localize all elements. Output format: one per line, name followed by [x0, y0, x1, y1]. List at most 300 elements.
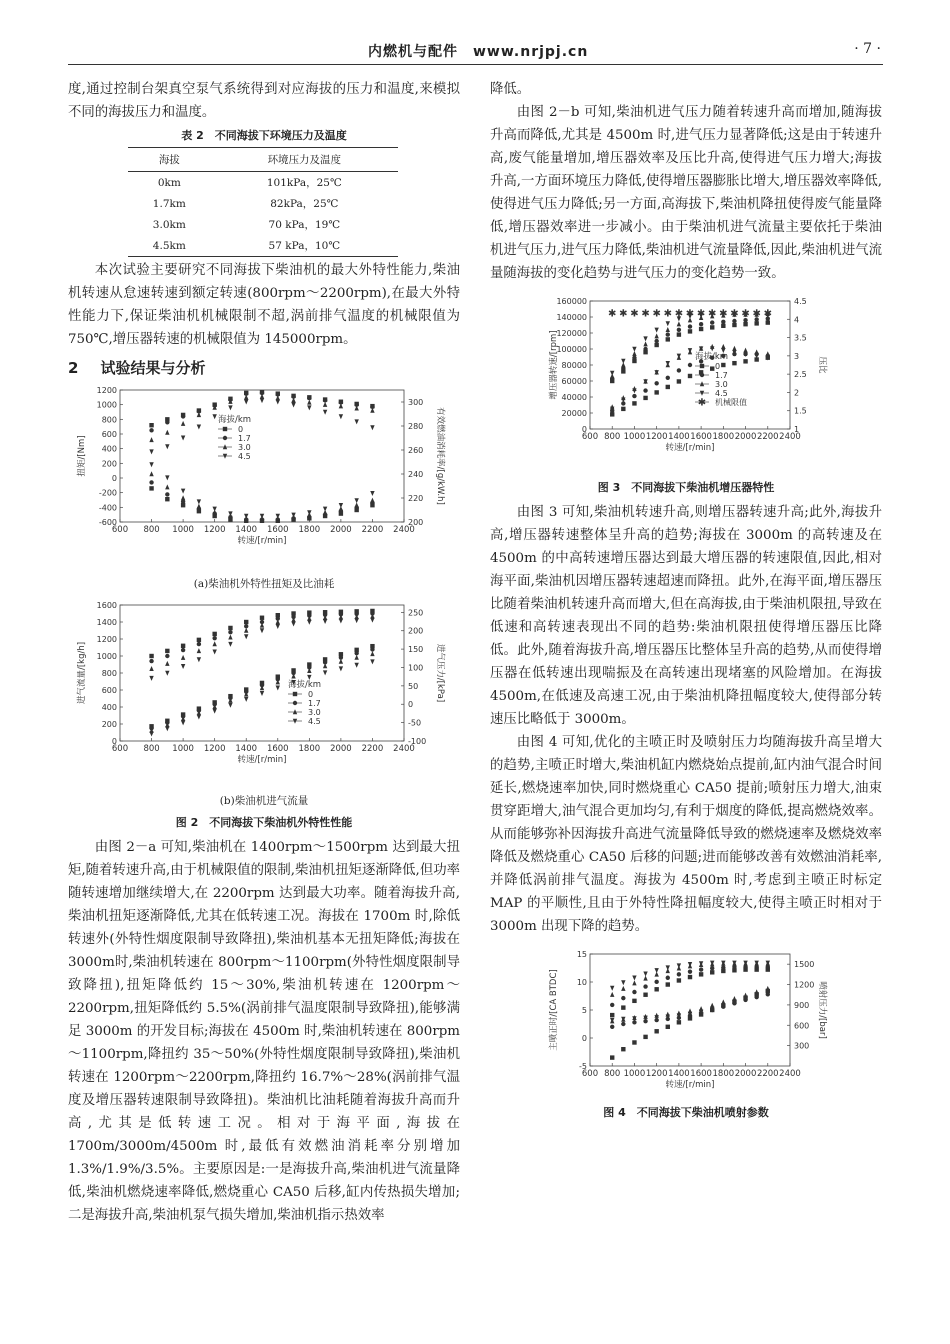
y-tick-label: 20000: [561, 409, 587, 418]
x-tick-label: 2400: [779, 432, 801, 442]
data-point: ✱: [685, 308, 695, 320]
data-point: [149, 449, 153, 454]
data-point: [165, 726, 169, 731]
data-point: [643, 984, 647, 988]
data-point: [354, 651, 358, 655]
x-tick-label: 800: [143, 525, 160, 535]
data-point: [228, 635, 232, 640]
figure-caption: 图 4 不同海拔下柴油机喷射参数: [603, 1106, 769, 1119]
data-point: [666, 1025, 670, 1029]
data-point: [212, 632, 216, 636]
data-point: [323, 663, 327, 668]
data-point: [339, 666, 343, 671]
data-point: [632, 990, 636, 994]
table-row: [128, 193, 398, 214]
x-tick-label: 2000: [734, 1069, 757, 1079]
data-point: ✱: [619, 308, 628, 320]
y2-tick-label: 4.5: [794, 297, 807, 306]
data-point: [643, 341, 647, 346]
data-point: [307, 400, 311, 405]
figure-caption: 图 2 不同海拔下柴油机外特性性能: [175, 816, 353, 829]
x-tick-label: 1600: [266, 744, 289, 754]
data-point: [666, 982, 670, 986]
legend-marker: [293, 701, 297, 705]
data-point: [181, 489, 185, 494]
data-point: ✱: [741, 308, 750, 320]
data-point: [688, 363, 692, 367]
legend-marker: [293, 692, 297, 696]
data-point: [228, 703, 232, 708]
x-tick-label: 2400: [393, 744, 415, 754]
data-point: [732, 346, 736, 351]
data-point: [610, 371, 614, 376]
x-tick-label: 1600: [690, 432, 712, 442]
data-point: [181, 414, 185, 418]
y-tick-label: 1200: [96, 635, 117, 644]
right-column: [490, 78, 882, 1126]
y-tick-label: 0: [111, 474, 117, 483]
data-point: [621, 407, 625, 411]
table-cell: 3.0km: [152, 218, 186, 231]
data-point: [244, 400, 248, 405]
data-point: [354, 419, 358, 424]
data-point: [721, 324, 725, 328]
data-point: [165, 671, 169, 676]
legend-marker: [700, 373, 704, 377]
y-axis-label: 主喷正时/[CA BTDC]: [549, 969, 559, 1051]
data-point: [354, 498, 358, 503]
data-point: [632, 999, 636, 1003]
data-point: [699, 967, 703, 971]
legend-label: 3.0: [308, 708, 321, 717]
data-point: [165, 497, 169, 501]
data-point: ✱: [652, 308, 661, 320]
data-point: [632, 347, 636, 352]
data-point: [632, 356, 636, 360]
data-point: ✱: [763, 308, 772, 320]
data-point: [165, 492, 169, 496]
x-tick-label: 1400: [235, 525, 258, 535]
data-point: [721, 344, 725, 349]
data-point: [165, 654, 169, 658]
data-point: [666, 965, 670, 970]
data-point: [165, 475, 169, 480]
data-point: [732, 323, 736, 327]
data-point: [149, 423, 153, 427]
data-point: [699, 972, 703, 976]
data-point: [610, 1055, 614, 1059]
figure-caption: 图 3 不同海拔下柴油机增压器特性: [597, 481, 775, 494]
data-point: [149, 480, 153, 484]
paragraph: 本次试验主要研究不同海拔下柴油机的最大外特性能力,柴油机转速从怠速转速到额定转速(800rpm～2200rpm),在最大外特性能力下,保证柴油机机械限制不超,涡前排气温度的机械限值为 750℃,增压器转速的机械限值为 145000rpm。: [68, 263, 460, 347]
torque-bsfc-chart: [68, 382, 460, 570]
journal-title: 内燃机与配件 www.nrjpj.cn: [368, 44, 589, 60]
section-heading: [68, 357, 460, 378]
data-point: [677, 368, 681, 372]
data-point: [197, 638, 201, 642]
paragraph: 度,通过控制台架真空泵气系统得到对应海拔的压力和温度,来模拟不同的海拔压力和温度。: [68, 82, 460, 120]
data-point: [632, 394, 636, 398]
x-tick-label: 1200: [645, 432, 668, 442]
data-point: [710, 966, 714, 970]
data-point: [766, 351, 770, 356]
legend: [288, 679, 321, 726]
data-point: [181, 664, 185, 669]
legend-label: 4.5: [715, 389, 728, 398]
data-point: [721, 965, 725, 969]
data-point: [228, 626, 232, 630]
data-point: [339, 403, 343, 408]
x-tick-label: 1000: [172, 744, 194, 754]
y-tick-label: 400: [101, 703, 117, 712]
data-point: [244, 697, 248, 702]
y2-tick-label: 280: [408, 422, 424, 431]
table-cell: 0km: [157, 176, 181, 189]
data-point: [699, 961, 703, 966]
y2-tick-label: -50: [408, 718, 422, 728]
x-tick-label: 1200: [645, 1069, 668, 1079]
data-point: [643, 388, 647, 392]
paragraph: 由图 2－b 可知,柴油机进气压力随着转速升高而增加,随海拔升高而降低,尤其是 4500m 时,进气压力显著降低;这是由于转速升高,废气能量增加,增压器效率及压比升高,使得进气压力增大;海拔升高,一方面环境压力降低,使得增压器膨胀比增大,增压器效率降低,使得进气压力降低;另一方面,高海拔下,柴油机降扭使得废气能量降低,增压器效率进一步减小。由于柴油机进气流量主要依托于柴油机进气压力,进气压力降低,柴油机进气流量降低,因此,柴油机进气流量随海拔的变化趋势与进气压力的变化趋势一致。: [490, 105, 882, 281]
x-tick-label: 1400: [668, 1069, 690, 1079]
data-point: [165, 661, 169, 666]
data-point: [643, 336, 647, 341]
data-point: [688, 374, 692, 378]
data-point: [632, 401, 636, 405]
y-axis-label: 进气流量/[kg/h]: [77, 641, 87, 705]
y-tick-label: 0: [581, 425, 587, 434]
section-number: 2: [68, 359, 79, 377]
x-tick-label: 2000: [734, 432, 757, 442]
x-axis-label: 转速/[r/min]: [237, 536, 287, 546]
y2-axis-label: 有效燃油消耗率/[g/kW.h]: [435, 407, 445, 505]
x-tick-label: 1000: [172, 525, 194, 535]
data-point: ✱: [696, 308, 706, 320]
x-tick-label: 2200: [361, 525, 384, 535]
data-point: [677, 354, 681, 359]
x-tick-label: 1800: [298, 525, 321, 535]
data-point: [181, 720, 185, 725]
x-tick-label: 1000: [623, 432, 646, 442]
data-point: [260, 691, 264, 696]
data-point: [654, 381, 658, 385]
data-point: [654, 980, 658, 984]
data-point: [654, 339, 658, 343]
y2-axis-label: 压比: [817, 356, 827, 374]
y-axis-label: 扭矩/[Nm]: [77, 435, 87, 477]
data-point: [212, 414, 216, 419]
data-point: [197, 715, 201, 720]
data-point: [323, 398, 327, 402]
table-cell: 4.5km: [128, 235, 211, 257]
data-point: [276, 395, 280, 400]
x-tick-label: 800: [604, 1069, 621, 1079]
x-tick-label: 600: [581, 432, 599, 442]
data-point: [766, 320, 770, 324]
data-point: [721, 320, 725, 324]
y2-tick-label: 2.5: [794, 370, 807, 380]
data-point: [307, 620, 311, 625]
data-point: ✱: [663, 308, 672, 320]
legend-title: 海拔/km: [218, 415, 252, 425]
y2-tick-label: 200: [408, 626, 424, 636]
y2-tick-label: 200: [408, 518, 424, 527]
data-point: [621, 996, 625, 1000]
x-tick-label: 1200: [203, 744, 226, 754]
data-point: [181, 648, 185, 652]
data-point: [610, 1003, 614, 1007]
injection-chart: [490, 946, 882, 1096]
y2-tick-label: 3: [794, 351, 800, 361]
data-point: [212, 636, 216, 640]
x-axis-label: 转速/[r/min]: [665, 1080, 715, 1090]
data-point: [197, 424, 201, 429]
table-row: [128, 172, 398, 194]
y2-tick-label: -100: [408, 737, 427, 746]
data-point: [323, 402, 327, 407]
x-tick-label: 1800: [712, 1069, 735, 1079]
y-tick-label: -5: [579, 1062, 587, 1071]
data-point: [677, 332, 681, 336]
data-point: [149, 659, 153, 663]
data-point: [165, 430, 169, 435]
paragraph: 由图 2－a 可知,柴油机在 1400rpm～1500rpm 达到最大扭矩,随着转速升高,由于机械限值的限制,柴油机扭矩逐渐降低,但功率随转速增加继续增大,在 2200rpm 达到最大功率。随着海拔升高,柴油机扭矩逐渐降低,尤其在低转速工况。海拔在 1700m 时,除低转速外(外特性烟度限制导致降扭),柴油机基本无扭矩降低;海拔在 3000m时,柴油机转速在 800rpm～1100rpm(外特性烟度限制导致降扭),扭矩降低约 15～30%,柴油机转速在 1200rpm～2200rpm,扭矩降低约 5.5%(涡前排气温度限制导致降扭),能够满足 3000m 的开发目标;海拔在 4500m 时,柴油机转速在 800rpm～1100rpm,降扭约 35～50%(外特性烟度限制导致降扭),柴油机转速在 1200rpm～2200rpm,降扭约 16.7%～28%(涡前排气温度及增压器转速限制导致降扭)。柴油机比油耗随着海拔升高而升高,尤其是低转速工况。相对于海平面,海拔在 1700m/3000m/4500m 时,最低有效燃油消耗率分别增加 1.3%/1.9%/3.5%。主要原因是:一是海拔升高,柴油机进气流量降低,柴油机燃烧速率降低,燃烧重心 CA50 后移,缸内传热损失增加;二是海拔升高,柴油机泵气损失增加,柴油机指示热效率: [68, 840, 460, 1223]
x-tick-label: 2400: [393, 525, 415, 535]
y-tick-label: 5: [581, 1006, 587, 1015]
data-point: [654, 328, 658, 333]
y2-tick-label: 300: [794, 1041, 810, 1051]
data-point: [181, 435, 185, 440]
data-point: [165, 420, 169, 424]
y2-tick-label: 100: [408, 663, 424, 673]
legend-marker: [223, 427, 227, 431]
data-point: [666, 361, 670, 366]
legend: [218, 414, 251, 461]
table-caption: 表 2 不同海拔下环境压力及温度: [181, 129, 347, 142]
data-point: [643, 1035, 647, 1039]
x-tick-label: 800: [604, 432, 621, 442]
data-point: [699, 322, 703, 326]
y2-tick-label: 0: [408, 700, 414, 710]
data-point: [291, 622, 295, 627]
data-point: [610, 986, 614, 991]
y2-tick-label: 260: [408, 446, 424, 455]
data-point: [244, 634, 248, 639]
data-point: [710, 320, 714, 324]
data-points: [608, 309, 772, 417]
y-tick-label: 600: [101, 430, 117, 439]
y-tick-label: 1400: [96, 618, 117, 627]
data-point: [260, 394, 264, 399]
legend-title: 海拔/km: [288, 680, 322, 690]
data-point: [197, 412, 201, 417]
data-point: [165, 444, 169, 449]
legend-marker: ✱: [697, 397, 707, 409]
data-point: [677, 321, 681, 326]
subfigure-caption: (a)柴油机外特性扭矩及比油耗: [193, 578, 335, 590]
y2-tick-label: 4: [794, 315, 800, 325]
data-point: ✱: [730, 308, 739, 320]
paragraph: 由图 3 可知,柴油机转速升高,则增压器转速升高;此外,海拔升高,增压器转速整体呈升高的趋势;海拔在 3000m 的高转速及在 4500m 的中高转速增压器达到最大增压器的转速限值,因此,相对海平面,柴油机因增压器转速超速而降扭。此外,在海平面,增压器压比随着柴油机转速升高而增大,但在高海拔,由于柴油机限扭,导致在低速和高转速表现出不同的趋势:柴油机限扭使得增压器压比降低。此外,随着海拔升高,增压器压比整体呈升高的趋势,从而使得增压器在低转速出现喘振及在高转速出现堵塞的风险增加。在海拔 4500m,在低速及高速工况,由于柴油机降扭幅度较大,使得部分转速压比略低于 3000m。: [490, 505, 882, 727]
data-point: [654, 343, 658, 347]
y-tick-label: 120000: [556, 329, 587, 338]
table-cell: 57 kPa，10℃: [211, 235, 398, 257]
data-point: [766, 986, 770, 991]
y-tick-label: 400: [101, 444, 117, 454]
table-cell: 1.7km: [152, 197, 186, 210]
data-point: [228, 405, 232, 410]
data-point: [654, 1029, 658, 1033]
data-point: [149, 666, 153, 671]
data-point: [197, 657, 201, 662]
data-point: [677, 328, 681, 332]
y2-tick-label: 900: [794, 1000, 810, 1010]
data-point: [244, 395, 248, 400]
y-tick-label: 10: [576, 978, 587, 987]
data-point: [212, 641, 216, 646]
data-point: [710, 970, 714, 974]
data-point: [165, 484, 169, 489]
data-point: [354, 655, 358, 660]
data-point: [688, 969, 692, 973]
data-point: [666, 321, 670, 326]
data-point: [632, 1040, 636, 1044]
data-point: [197, 648, 201, 653]
data-point: [710, 366, 714, 370]
data-points: [149, 390, 374, 523]
table-row: [128, 235, 398, 257]
data-point: [621, 1022, 625, 1026]
legend-title: 海拔/km: [695, 352, 729, 362]
data-point: [370, 651, 374, 656]
y2-tick-label: 1200: [794, 980, 815, 990]
data-point: [688, 348, 692, 353]
y2-tick-label: 3.5: [794, 333, 807, 343]
data-point: ✱: [608, 308, 617, 320]
data-point: [654, 390, 658, 394]
data-point: [307, 510, 311, 515]
data-point: [260, 616, 264, 620]
data-point: [666, 376, 670, 380]
data-point: [244, 628, 248, 633]
y-tick-label: -600: [98, 518, 117, 527]
data-point: [666, 332, 670, 336]
data-point: [149, 676, 153, 681]
y-tick-label: 60000: [561, 377, 587, 386]
y2-tick-label: 600: [794, 1021, 810, 1031]
figure-2a: [68, 382, 460, 574]
data-point: [149, 486, 153, 490]
data-point: [181, 655, 185, 660]
y2-tick-label: 240: [408, 470, 424, 479]
data-point: [370, 425, 374, 430]
data-point: [276, 686, 280, 691]
data-point: [260, 398, 264, 403]
intake-flow-chart: [68, 597, 460, 787]
turbocharger-chart: [490, 291, 882, 471]
section-title: 试验结果与分析: [100, 359, 206, 377]
x-tick-label: 2400: [779, 1069, 801, 1079]
data-point: [677, 1020, 681, 1024]
y-tick-label: 140000: [556, 313, 587, 322]
x-tick-label: 600: [581, 1069, 599, 1079]
x-tick-label: 1600: [690, 1069, 712, 1079]
data-point: [323, 507, 327, 512]
figure-2b: [68, 597, 460, 791]
y2-tick-label: 220: [408, 494, 424, 503]
y-tick-label: 0: [581, 1034, 587, 1043]
data-point: [754, 989, 758, 994]
data-point: [621, 1047, 625, 1051]
data-point: [370, 618, 374, 623]
data-point: [149, 437, 153, 442]
y-axis-label: 增压器转速/[rpm]: [549, 330, 559, 400]
data-point: [732, 361, 736, 365]
data-point: [710, 961, 714, 966]
data-point: [610, 1025, 614, 1029]
y2-tick-label: 2: [794, 388, 800, 398]
data-point: [677, 978, 681, 982]
data-point: [149, 731, 153, 736]
data-point: [370, 647, 374, 651]
data-point: [743, 348, 747, 353]
x-axis-label: 转速/[r/min]: [665, 443, 715, 453]
y-tick-label: 0: [111, 737, 117, 746]
y2-tick-label: 1.5: [794, 406, 807, 416]
data-point: [621, 1005, 625, 1009]
data-point: [621, 980, 625, 985]
data-point: [212, 650, 216, 655]
data-point: [276, 400, 280, 405]
data-point: [354, 406, 358, 411]
legend: [695, 351, 747, 409]
data-point: [654, 987, 658, 991]
data-point: [149, 654, 153, 658]
x-tick-label: 1600: [266, 525, 289, 535]
legend-label: 1.7: [308, 699, 321, 708]
y2-tick-label: 1: [794, 425, 800, 434]
legend-label: 3.0: [238, 443, 251, 452]
legend-label: 1.7: [715, 371, 728, 380]
data-point: [323, 670, 327, 675]
y-tick-label: 160000: [556, 297, 587, 306]
x-tick-label: 2200: [361, 744, 384, 754]
data-points: [149, 609, 374, 737]
data-point: ✱: [752, 308, 761, 320]
legend-label: 0: [308, 690, 314, 699]
y-tick-label: 800: [101, 669, 117, 678]
x-tick-label: 1800: [298, 744, 321, 754]
data-point: [307, 405, 311, 410]
data-point: [339, 414, 343, 419]
data-point: [654, 968, 658, 973]
data-point: [654, 333, 658, 338]
data-point: [307, 396, 311, 400]
data-point: [370, 498, 374, 503]
data-point: [260, 628, 264, 633]
data-point: [643, 347, 647, 351]
legend-marker: [700, 364, 704, 368]
data-point: [754, 321, 758, 325]
subfigure-caption: (b)柴油机进气流量: [219, 795, 309, 807]
data-point: [291, 397, 295, 402]
paragraph: 降低。: [490, 82, 531, 97]
data-point: [721, 363, 725, 367]
data-point: [228, 642, 232, 647]
table-header: 海拔: [128, 148, 211, 172]
y2-tick-label: 1500: [794, 960, 815, 970]
y2-tick-label: 150: [408, 645, 424, 655]
